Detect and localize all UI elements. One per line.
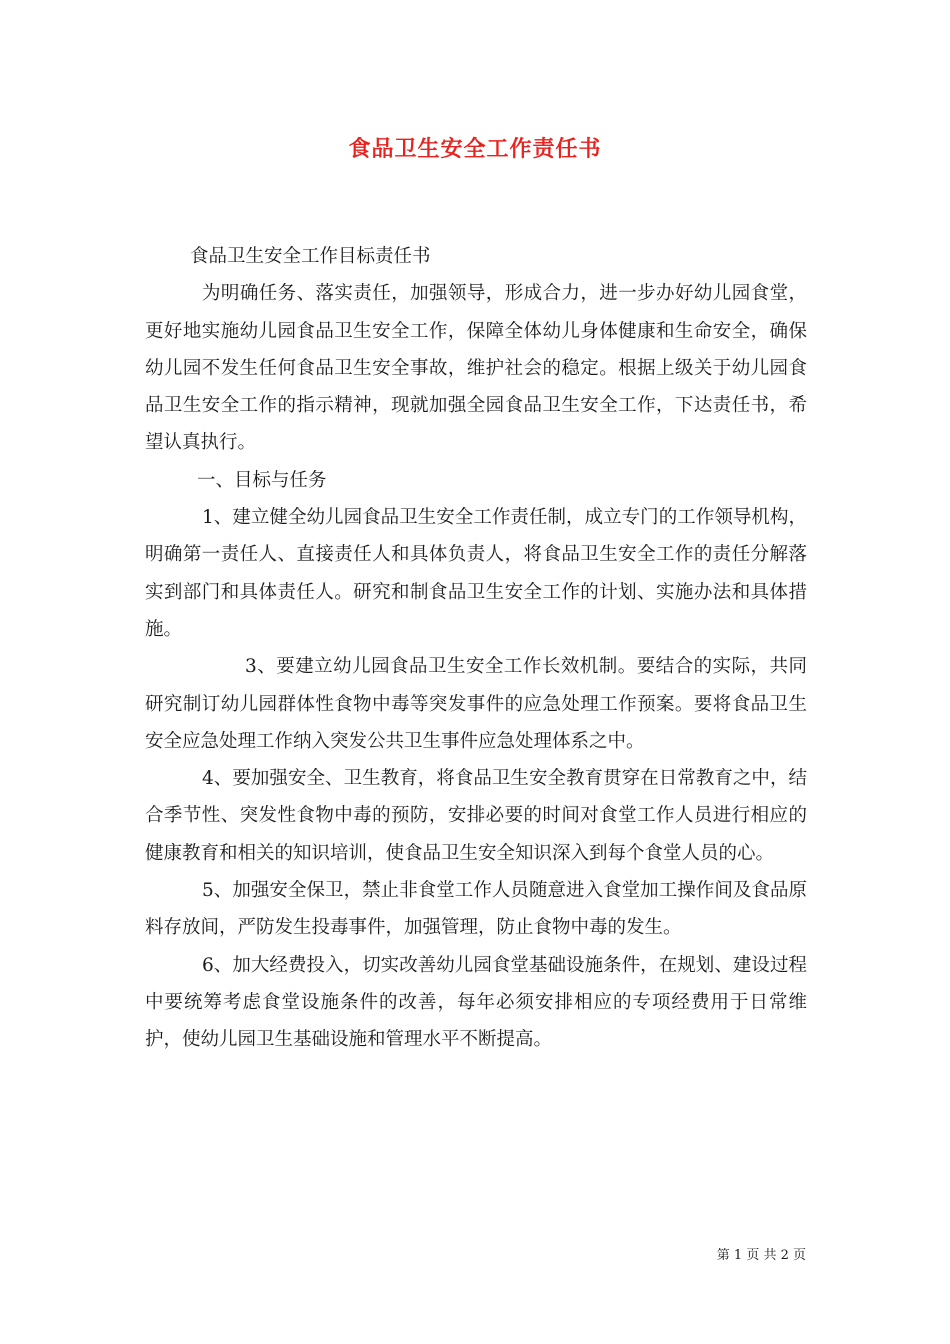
paragraph-item-5: 5、加强安全保卫，禁止非食堂工作人员随意进入食堂加工操作间及食品原料存放间，严防发生投毒事件，加强管理，防止食物中毒的发生。 xyxy=(145,880,807,939)
paragraph-item-4: 4、要加强安全、卫生教育，将食品卫生安全教育贯穿在日常教育之中，结合季节性、突发性食物中毒的预防，安排必要的时间对食堂工作人员进行相应的健康教育和相关的知识培训，使食品卫生安全知识深入到每个食堂人员的心。 xyxy=(145,768,807,864)
document-subtitle: 食品卫生安全工作目标责任书 xyxy=(190,246,431,267)
paragraph-item-6: 6、加大经费投入，切实改善幼儿园食堂基础设施条件，在规划、建设过程中要统筹考虑食堂设施条件的改善，每年必须安排相应的专项经费用于日常维护，使幼儿园卫生基础设施和管理水平不断提高。 xyxy=(145,954,807,1051)
document-body xyxy=(145,238,807,1059)
document-title: 食品卫生安全工作责任书 xyxy=(348,136,602,162)
paragraph-item-3: 3、要建立幼儿园食品卫生安全工作长效机制。要结合的实际，共同研究制订幼儿园群体性食物中毒等突发事件的应急处理工作预案。要将食品卫生安全应急处理工作纳入突发公共卫生事件应急处理体系之中。 xyxy=(145,656,807,752)
paragraph-intro: 为明确任务、落实责任，加强领导，形成合力，进一步办好幼儿园食堂，更好地实施幼儿园食品卫生安全工作，保障全体幼儿身体健康和生命安全，确保幼儿园不发生任何食品卫生安全事故，维护社会的稳定。根据上级关于幼儿园食品卫生安全工作的指示精神，现就加强全园食品卫生安全工作，下达责任书，希望认真执行。 xyxy=(145,283,807,454)
paragraph-item-1: 1、建立健全幼儿园食品卫生安全工作责任制，成立专门的工作领导机构，明确第一责任人、直接责任人和具体负责人，将食品卫生安全工作的责任分解落实到部门和具体责任人。研究和制食品卫生安全工作的计划、实施办法和具体措施。 xyxy=(145,507,807,640)
section-heading: 一、目标与任务 xyxy=(197,469,327,491)
page-number-footer: 第 1 页 共 2 页 xyxy=(716,1248,806,1263)
